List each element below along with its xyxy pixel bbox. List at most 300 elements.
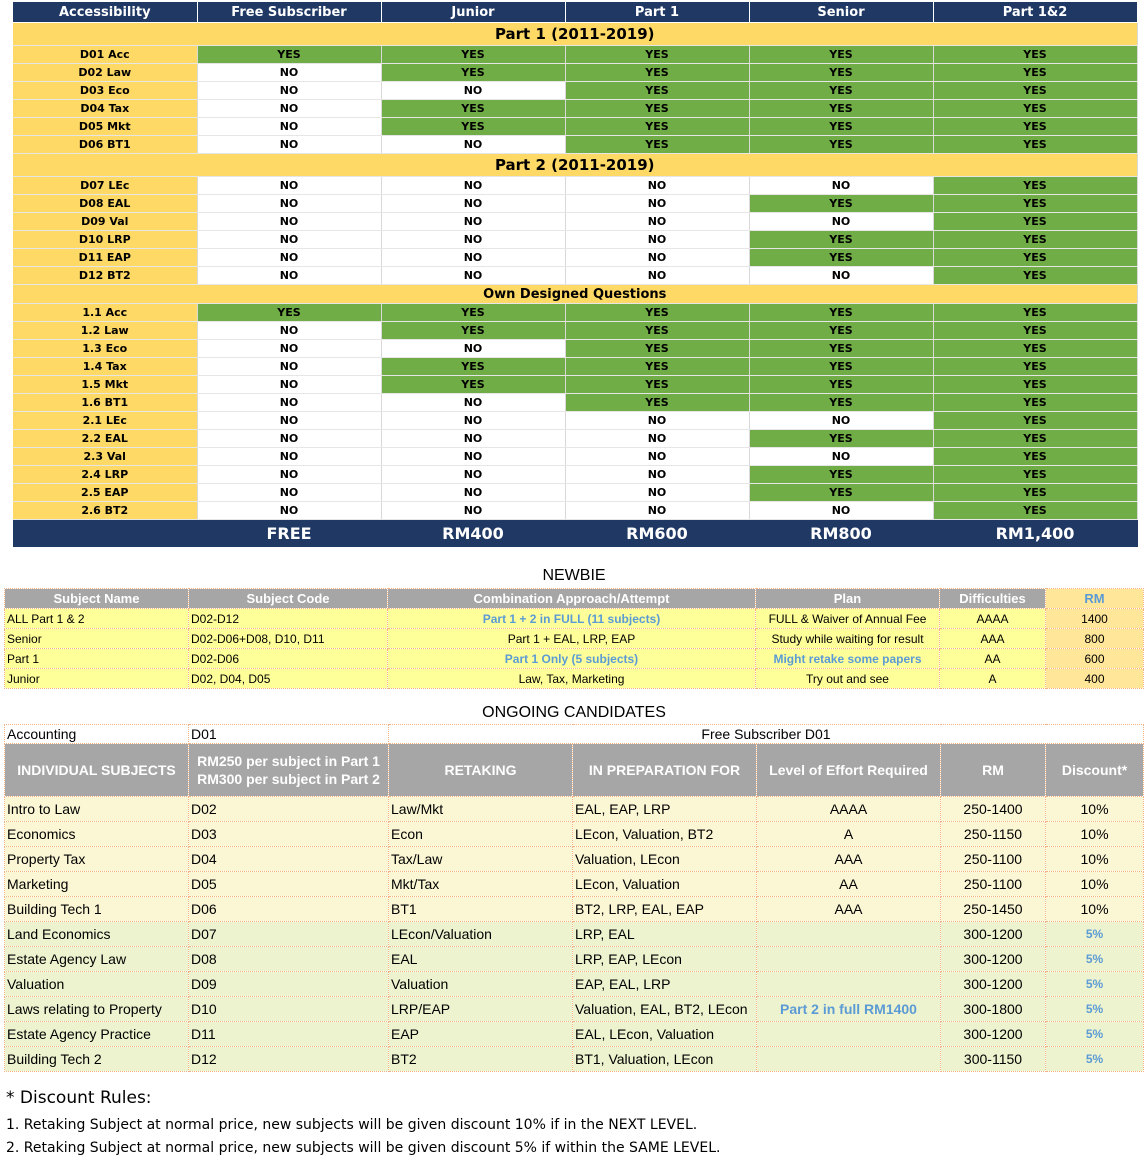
newbie-body xyxy=(5,609,1144,689)
access-cell: NO xyxy=(197,100,381,118)
access-cell: NO xyxy=(197,412,381,430)
ongoing-retaking: Mkt/Tax xyxy=(389,872,573,897)
access-cell: YES xyxy=(933,304,1137,322)
access-row xyxy=(13,358,1137,376)
ongoing-discount: 10% xyxy=(1046,847,1144,872)
ongoing-retaking: EAP xyxy=(389,1022,573,1047)
ongoing-subject: Land Economics xyxy=(5,922,189,947)
access-cell: YES xyxy=(749,64,933,82)
ongoing-row xyxy=(5,972,1144,997)
ongoing-discount: 5% xyxy=(1046,947,1144,972)
access-cell: NO xyxy=(381,466,565,484)
ongoing-rm: 300-1200 xyxy=(941,972,1046,997)
ongoing-discount: 5% xyxy=(1046,1047,1144,1072)
access-cell: YES xyxy=(933,100,1137,118)
access-cell: YES xyxy=(565,304,749,322)
access-cell: NO xyxy=(565,177,749,195)
price-note-part1: RM250 per subject in Part 1 xyxy=(197,753,380,769)
access-cell: YES xyxy=(749,136,933,154)
access-cell: YES xyxy=(565,394,749,412)
access-cell: NO xyxy=(197,448,381,466)
ongoing-prep: EAL, EAP, LRP xyxy=(573,797,757,822)
ongoing-rm: 300-1150 xyxy=(941,1047,1046,1072)
accounting-code: D01 xyxy=(189,725,389,744)
newbie-row xyxy=(5,629,1144,649)
ongoing-rm: 300-1200 xyxy=(941,1022,1046,1047)
access-row xyxy=(13,412,1137,430)
section-row xyxy=(13,23,1137,46)
subject-label: 1.3 Eco xyxy=(13,340,197,358)
access-row xyxy=(13,177,1137,195)
ongoing-subject: Building Tech 1 xyxy=(5,897,189,922)
access-cell: NO xyxy=(381,82,565,100)
access-cell: YES xyxy=(933,267,1137,285)
access-cell: YES xyxy=(749,466,933,484)
ongoing-discount: 10% xyxy=(1046,872,1144,897)
access-cell: YES xyxy=(749,195,933,213)
access-cell: NO xyxy=(381,213,565,231)
access-cell: NO xyxy=(749,412,933,430)
ongoing-subject: Laws relating to Property xyxy=(5,997,189,1022)
access-cell: NO xyxy=(197,118,381,136)
ongoing-code: D12 xyxy=(189,1047,389,1072)
access-cell: YES xyxy=(381,358,565,376)
access-cell: NO xyxy=(197,394,381,412)
access-cell: NO xyxy=(749,448,933,466)
access-cell: NO xyxy=(565,213,749,231)
ongoing-prep: EAP, EAL, LRP xyxy=(573,972,757,997)
ongoing-header-rm: RM xyxy=(941,744,1046,797)
ongoing-rm: 300-1200 xyxy=(941,922,1046,947)
ongoing-rm: 300-1800 xyxy=(941,997,1046,1022)
access-cell: YES xyxy=(381,322,565,340)
access-cell: NO xyxy=(381,267,565,285)
ongoing-row xyxy=(5,1047,1144,1072)
ongoing-header-subjects: INDIVIDUAL SUBJECTS xyxy=(5,744,189,797)
section-title: Part 2 (2011-2019) xyxy=(13,154,1137,177)
subject-label: 2.2 EAL xyxy=(13,430,197,448)
access-cell: YES xyxy=(933,249,1137,267)
ongoing-prep: BT2, LRP, EAL, EAP xyxy=(573,897,757,922)
ongoing-row xyxy=(5,797,1144,822)
ongoing-retaking: Valuation xyxy=(389,972,573,997)
ongoing-subject: Valuation xyxy=(5,972,189,997)
newbie-difficulty: A xyxy=(940,669,1046,689)
newbie-approach: Law, Tax, Marketing xyxy=(388,669,756,689)
subject-label: D12 BT2 xyxy=(13,267,197,285)
access-cell: YES xyxy=(749,376,933,394)
newbie-row xyxy=(5,669,1144,689)
newbie-name: ALL Part 1 & 2 xyxy=(5,609,189,629)
ongoing-effort: Part 2 in full RM1400 xyxy=(757,997,941,1022)
price-cell: RM400 xyxy=(381,520,565,547)
ongoing-subject: Estate Agency Law xyxy=(5,947,189,972)
access-cell: NO xyxy=(197,231,381,249)
access-cell: YES xyxy=(933,484,1137,502)
access-cell: YES xyxy=(565,358,749,376)
newbie-header: Plan xyxy=(756,589,940,609)
ongoing-subject: Building Tech 2 xyxy=(5,1047,189,1072)
subject-label: D10 LRP xyxy=(13,231,197,249)
access-row xyxy=(13,249,1137,267)
ongoing-code: D09 xyxy=(189,972,389,997)
access-cell: NO xyxy=(565,231,749,249)
access-row xyxy=(13,430,1137,448)
access-cell: YES xyxy=(381,118,565,136)
ongoing-effort: AAA xyxy=(757,847,941,872)
ongoing-row xyxy=(5,822,1144,847)
col-header-accessibility: Accessibility xyxy=(13,2,197,23)
access-row xyxy=(13,267,1137,285)
access-cell: NO xyxy=(197,213,381,231)
newbie-rm: 800 xyxy=(1046,629,1144,649)
rule-item: 1. Retaking Subject at normal price, new subjects will be given discount 10% if in the NEXT LEVEL. xyxy=(6,1117,698,1133)
ongoing-title: ONGOING CANDIDATES xyxy=(482,704,666,721)
newbie-header: Difficulties xyxy=(940,589,1046,609)
access-cell: YES xyxy=(565,136,749,154)
ongoing-code: D07 xyxy=(189,922,389,947)
ongoing-rm: 250-1100 xyxy=(941,872,1046,897)
newbie-header-rm: RM xyxy=(1046,589,1144,609)
ongoing-rm: 250-1450 xyxy=(941,897,1046,922)
access-cell: YES xyxy=(749,231,933,249)
ongoing-discount: 5% xyxy=(1046,972,1144,997)
access-cell: NO xyxy=(381,177,565,195)
ongoing-retaking: LEcon/Valuation xyxy=(389,922,573,947)
ongoing-discount: 5% xyxy=(1046,997,1144,1022)
access-cell: NO xyxy=(381,195,565,213)
ongoing-code: D02 xyxy=(189,797,389,822)
access-row xyxy=(13,466,1137,484)
subject-label: 2.6 BT2 xyxy=(13,502,197,520)
accounting-name: Accounting xyxy=(5,725,189,744)
newbie-approach: Part 1 Only (5 subjects) xyxy=(388,649,756,669)
ongoing-code: D10 xyxy=(189,997,389,1022)
price-cell: RM800 xyxy=(749,520,933,547)
access-cell: YES xyxy=(933,64,1137,82)
access-cell: NO xyxy=(381,249,565,267)
access-cell: NO xyxy=(749,502,933,520)
access-cell: YES xyxy=(933,118,1137,136)
access-cell: NO xyxy=(381,412,565,430)
ongoing-effort xyxy=(757,1047,941,1072)
subject-label: 1.4 Tax xyxy=(13,358,197,376)
access-cell: NO xyxy=(197,358,381,376)
access-cell: YES xyxy=(381,46,565,64)
access-row xyxy=(13,213,1137,231)
subject-label: D05 Mkt xyxy=(13,118,197,136)
ongoing-discount: 10% xyxy=(1046,897,1144,922)
access-cell: NO xyxy=(565,484,749,502)
access-cell: YES xyxy=(933,394,1137,412)
section-title: Own Designed Questions xyxy=(13,285,1137,304)
access-cell: YES xyxy=(749,358,933,376)
access-cell: YES xyxy=(565,100,749,118)
access-cell: YES xyxy=(933,195,1137,213)
subject-label: 2.3 Val xyxy=(13,448,197,466)
newbie-table xyxy=(4,588,1144,689)
access-cell: YES xyxy=(749,118,933,136)
ongoing-effort: AA xyxy=(757,872,941,897)
access-row xyxy=(13,448,1137,466)
accounting-row xyxy=(5,725,1144,744)
section-row xyxy=(13,154,1137,177)
access-header-row xyxy=(13,2,1137,23)
access-row xyxy=(13,195,1137,213)
access-cell: YES xyxy=(381,304,565,322)
access-cell: YES xyxy=(933,340,1137,358)
access-cell: NO xyxy=(197,502,381,520)
access-cell: YES xyxy=(933,448,1137,466)
access-cell: YES xyxy=(933,376,1137,394)
newbie-rm: 600 xyxy=(1046,649,1144,669)
access-cell: NO xyxy=(197,177,381,195)
access-cell: YES xyxy=(565,340,749,358)
access-cell: YES xyxy=(749,82,933,100)
subject-label: D04 Tax xyxy=(13,100,197,118)
subject-label: D07 LEc xyxy=(13,177,197,195)
ongoing-prep: Valuation, LEcon xyxy=(573,847,757,872)
access-cell: NO xyxy=(749,267,933,285)
newbie-header: Subject Code xyxy=(189,589,388,609)
ongoing-header-effort: Level of Effort Required xyxy=(757,744,941,797)
price-cell: FREE xyxy=(197,520,381,547)
access-cell: NO xyxy=(565,502,749,520)
access-cell: YES xyxy=(749,484,933,502)
ongoing-effort xyxy=(757,1022,941,1047)
access-cell: NO xyxy=(565,448,749,466)
access-cell: YES xyxy=(933,322,1137,340)
newbie-code: D02-D06 xyxy=(189,649,388,669)
ongoing-subject: Marketing xyxy=(5,872,189,897)
col-header-part1: Part 1 xyxy=(565,2,749,23)
ongoing-code: D06 xyxy=(189,897,389,922)
newbie-title: NEWBIE xyxy=(542,567,606,584)
ongoing-code: D05 xyxy=(189,872,389,897)
newbie-header: Subject Name xyxy=(5,589,189,609)
ongoing-row xyxy=(5,872,1144,897)
newbie-row xyxy=(5,649,1144,669)
subject-label: 1.1 Acc xyxy=(13,304,197,322)
access-row xyxy=(13,502,1137,520)
access-cell: YES xyxy=(933,412,1137,430)
access-cell: NO xyxy=(197,376,381,394)
access-row xyxy=(13,231,1137,249)
newbie-header-row xyxy=(5,589,1144,609)
access-cell: YES xyxy=(381,376,565,394)
access-row xyxy=(13,394,1137,412)
access-cell: NO xyxy=(197,340,381,358)
ongoing-prep: BT1, Valuation, LEcon xyxy=(573,1047,757,1072)
subject-label: D03 Eco xyxy=(13,82,197,100)
ongoing-row xyxy=(5,847,1144,872)
access-row xyxy=(13,46,1137,64)
access-cell: NO xyxy=(381,502,565,520)
ongoing-code: D11 xyxy=(189,1022,389,1047)
ongoing-row xyxy=(5,997,1144,1022)
ongoing-subject: Property Tax xyxy=(5,847,189,872)
price-cell: RM1,400 xyxy=(933,520,1137,547)
newbie-row xyxy=(5,609,1144,629)
access-row xyxy=(13,376,1137,394)
access-row xyxy=(13,304,1137,322)
access-cell: YES xyxy=(933,136,1137,154)
access-cell: YES xyxy=(933,502,1137,520)
access-cell: YES xyxy=(749,100,933,118)
access-cell: YES xyxy=(933,46,1137,64)
rule-item: 2. Retaking Subject at normal price, new subjects will be given discount 5% if within the SAME LEVEL. xyxy=(6,1140,721,1156)
newbie-rm: 1400 xyxy=(1046,609,1144,629)
access-cell: NO xyxy=(197,267,381,285)
access-cell: YES xyxy=(749,304,933,322)
access-cell: NO xyxy=(565,249,749,267)
access-cell: NO xyxy=(565,412,749,430)
access-cell: NO xyxy=(381,448,565,466)
ongoing-header-price xyxy=(189,744,389,797)
subject-label: D08 EAL xyxy=(13,195,197,213)
access-cell: NO xyxy=(381,394,565,412)
subject-label: D11 EAP xyxy=(13,249,197,267)
access-cell: YES xyxy=(749,249,933,267)
access-cell: YES xyxy=(933,82,1137,100)
newbie-name: Junior xyxy=(5,669,189,689)
ongoing-body xyxy=(5,797,1144,1072)
ongoing-retaking: BT2 xyxy=(389,1047,573,1072)
price-cell xyxy=(13,520,197,547)
ongoing-header-row xyxy=(5,744,1144,797)
newbie-name: Part 1 xyxy=(5,649,189,669)
access-cell: YES xyxy=(565,64,749,82)
ongoing-discount: 5% xyxy=(1046,1022,1144,1047)
newbie-plan: Try out and see xyxy=(756,669,940,689)
access-cell: YES xyxy=(933,213,1137,231)
ongoing-table xyxy=(4,724,1144,1072)
access-cell: YES xyxy=(933,430,1137,448)
subject-label: D06 BT1 xyxy=(13,136,197,154)
newbie-code: D02, D04, D05 xyxy=(189,669,388,689)
section-title: Part 1 (2011-2019) xyxy=(13,23,1137,46)
ongoing-prep: LEcon, Valuation xyxy=(573,872,757,897)
newbie-difficulty: AAAA xyxy=(940,609,1046,629)
access-cell: NO xyxy=(749,213,933,231)
accounting-note: Free Subscriber D01 xyxy=(389,725,1144,744)
newbie-name: Senior xyxy=(5,629,189,649)
ongoing-header-prep: IN PREPARATION FOR xyxy=(573,744,757,797)
subject-label: D09 Val xyxy=(13,213,197,231)
access-cell: NO xyxy=(381,136,565,154)
ongoing-discount: 5% xyxy=(1046,922,1144,947)
price-cell: RM600 xyxy=(565,520,749,547)
ongoing-retaking: Law/Mkt xyxy=(389,797,573,822)
ongoing-retaking: BT1 xyxy=(389,897,573,922)
ongoing-prep: EAL, LEcon, Valuation xyxy=(573,1022,757,1047)
ongoing-code: D04 xyxy=(189,847,389,872)
access-cell: YES xyxy=(933,358,1137,376)
ongoing-effort: AAAA xyxy=(757,797,941,822)
subject-label: 2.4 LRP xyxy=(13,466,197,484)
accessibility-table xyxy=(13,2,1138,547)
newbie-approach: Part 1 + EAL, LRP, EAP xyxy=(388,629,756,649)
access-cell: NO xyxy=(197,484,381,502)
access-row xyxy=(13,136,1137,154)
ongoing-code: D03 xyxy=(189,822,389,847)
access-cell: NO xyxy=(381,340,565,358)
ongoing-subject: Intro to Law xyxy=(5,797,189,822)
ongoing-rm: 250-1150 xyxy=(941,822,1046,847)
access-cell: YES xyxy=(565,82,749,100)
newbie-approach: Part 1 + 2 in FULL (11 subjects) xyxy=(388,609,756,629)
price-row xyxy=(13,520,1137,547)
col-header-part12: Part 1&2 xyxy=(933,2,1137,23)
subject-label: 1.5 Mkt xyxy=(13,376,197,394)
access-cell: YES xyxy=(749,46,933,64)
access-body xyxy=(13,23,1137,520)
subject-label: D01 Acc xyxy=(13,46,197,64)
ongoing-row xyxy=(5,947,1144,972)
ongoing-rm: 300-1200 xyxy=(941,947,1046,972)
discount-rules xyxy=(6,1088,720,1160)
ongoing-discount: 10% xyxy=(1046,822,1144,847)
ongoing-row xyxy=(5,897,1144,922)
access-cell: NO xyxy=(565,430,749,448)
access-cell: NO xyxy=(381,484,565,502)
newbie-rm: 400 xyxy=(1046,669,1144,689)
ongoing-prep: LEcon, Valuation, BT2 xyxy=(573,822,757,847)
access-cell: YES xyxy=(381,64,565,82)
access-cell: YES xyxy=(749,322,933,340)
ongoing-code: D08 xyxy=(189,947,389,972)
ongoing-subject: Economics xyxy=(5,822,189,847)
access-cell: YES xyxy=(933,177,1137,195)
access-row xyxy=(13,340,1137,358)
access-cell: NO xyxy=(197,249,381,267)
ongoing-rm: 250-1100 xyxy=(941,847,1046,872)
access-row xyxy=(13,484,1137,502)
newbie-code: D02-D12 xyxy=(189,609,388,629)
access-cell: NO xyxy=(565,267,749,285)
access-cell: NO xyxy=(749,177,933,195)
access-cell: NO xyxy=(565,466,749,484)
access-cell: YES xyxy=(565,322,749,340)
ongoing-effort xyxy=(757,972,941,997)
ongoing-effort: AAA xyxy=(757,897,941,922)
col-header-senior: Senior xyxy=(749,2,933,23)
access-row xyxy=(13,322,1137,340)
access-cell: NO xyxy=(197,195,381,213)
access-cell: YES xyxy=(565,376,749,394)
access-cell: YES xyxy=(197,304,381,322)
col-header-junior: Junior xyxy=(381,2,565,23)
access-cell: NO xyxy=(197,466,381,484)
access-cell: NO xyxy=(197,136,381,154)
subject-label: 2.5 EAP xyxy=(13,484,197,502)
subject-label: D02 Law xyxy=(13,64,197,82)
subject-label: 1.2 Law xyxy=(13,322,197,340)
col-header-free: Free Subscriber xyxy=(197,2,381,23)
ongoing-prep: Valuation, EAL, BT2, LEcon xyxy=(573,997,757,1022)
access-row xyxy=(13,64,1137,82)
section-row xyxy=(13,285,1137,304)
ongoing-effort: A xyxy=(757,822,941,847)
access-cell: YES xyxy=(933,466,1137,484)
ongoing-subject: Estate Agency Practice xyxy=(5,1022,189,1047)
access-row xyxy=(13,118,1137,136)
access-cell: NO xyxy=(381,430,565,448)
ongoing-effort xyxy=(757,922,941,947)
access-cell: YES xyxy=(749,430,933,448)
newbie-plan: Study while waiting for result xyxy=(756,629,940,649)
ongoing-row xyxy=(5,1022,1144,1047)
